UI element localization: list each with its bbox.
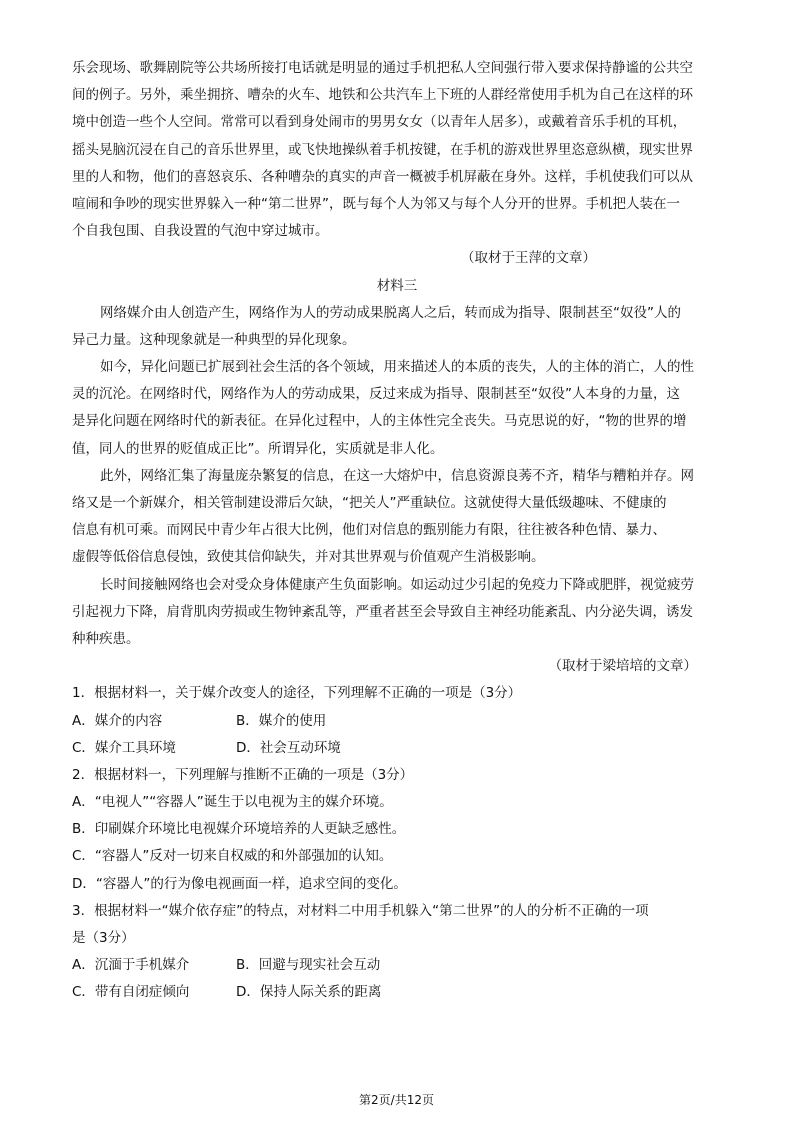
question-stem: 2．根据材料一，下列理解与推断不正确的一项是（3分） — [72, 766, 414, 783]
text-line: 如今，异化问题已扩展到社会生活的各个领域，用来描述人的本质的丧失，人的主体的消亡，人的性 — [100, 359, 694, 376]
source-citation-liang-peipei: （取材于梁培培的文章） — [548, 658, 697, 675]
question-stem-continued: 是（3分） — [72, 930, 135, 946]
paragraph-alienation-expansion — [72, 354, 722, 463]
text-line: 种种疾患。 — [72, 630, 140, 647]
text-line: 信息有机可乘。而网民中青少年占很大比例，他们对信息的甄别能力有限，往往被各种色情、暴力、 — [72, 522, 666, 539]
text-line: 引起视力下降，肩背肌肉劳损或生物钟紊乱等，严重者甚至会导致自主神经功能紊乱、内分泌失调，诱发 — [72, 603, 693, 620]
text-line: 此外，网络汇集了海量庞杂繁复的信息，在这一大熔炉中，信息资源良莠不齐，精华与糟粕并存。网 — [100, 467, 694, 484]
source-citation-wang-ping: （取材于王萍的文章） — [461, 250, 596, 267]
paragraph-information-overload — [72, 463, 722, 572]
text-line: 是异化问题在网络时代的新表征。在异化过程中，人的主体性完全丧失。马克思说的好，“物的世界的增 — [72, 413, 687, 430]
paragraph-health-effects — [72, 572, 722, 654]
text-line: 值，同人的世界的贬值成正比”。所谓异化，实质就是非人化。 — [72, 440, 444, 457]
question-stem: 3．根据材料一“媒介依存症”的特点，对材料二中用手机躲入“第二世界”的人的分析不正确的一项 — [72, 902, 649, 919]
text-line: 喧闹和争吵的现实世界躲入一种“第二世界”，既与每个人为邻又与每个人分开的世界。手机把人装在一 — [72, 195, 680, 212]
option-a: A．沉湎于手机媒介 — [72, 957, 190, 974]
question-1 — [72, 680, 722, 762]
question-stem: 1．根据材料一，关于媒介改变人的途径，下列理解不正确的一项是（3分） — [72, 685, 522, 702]
option-a: A．媒介的内容 — [72, 712, 163, 729]
option-b: B．回避与现实社会互动 — [236, 957, 381, 974]
option-b: B．印刷媒介环境比电视媒介环境培养的人更缺乏感性。 — [72, 821, 406, 838]
option-row — [72, 979, 722, 1006]
option-b: B．媒介的使用 — [236, 712, 327, 729]
option-a: A．“电视人”“容器人”诞生于以电视为主的媒介环境。 — [72, 794, 393, 811]
text-line: 里的人和物，他们的喜怒哀乐、各种嘈杂的真实的声音一概被手机屏蔽在身外。这样，手机使我们可以从 — [72, 168, 693, 185]
text-line: 网络媒介由人创造产生，网络作为人的劳动成果脱离人之后，转而成为指导、限制甚至“奴役”人的 — [100, 304, 681, 321]
paragraph-alienation-intro — [72, 300, 722, 354]
text-line: 间的例子。另外，乘坐拥挤、嘈杂的火车、地铁和公共汽车上下班的人群经常使用手机为自己在这样的环 — [72, 87, 693, 104]
text-line: 个自我包围、自我设置的气泡中穿过城市。 — [72, 223, 329, 240]
text-line: 摇头晃脑沉浸在自己的音乐世界里，或飞快地操纵着手机按键，在手机的游戏世界里恣意纵横，现实世界 — [72, 141, 693, 158]
option-d: D．社会互动环境 — [236, 739, 341, 756]
text-line: 灵的沉沦。在网络时代，网络作为人的劳动成果，反过来成为指导、限制甚至“奴役”人本身的力量，这 — [72, 386, 680, 403]
option-c: C．“容器人”反对一切来自权威的和外部强加的认知。 — [72, 848, 393, 865]
page-number: 第2页/共12页 — [359, 1093, 434, 1107]
text-line: 络又是一个新媒介，相关管制建设滞后欠缺，“把关人”严重缺位。这就使得大量低级趣味、不健康的 — [72, 495, 667, 511]
text-line: 长时间接触网络也会对受众身体健康产生负面影响。如运动过少引起的免疫力下降或肥胖，视觉疲劳 — [100, 576, 694, 593]
option-c: C．带有自闭症倾向 — [72, 984, 190, 1001]
option-c: C．媒介工具环境 — [72, 739, 176, 756]
text-line: 境中创造一些个人空间。常常可以看到身处闹市的男男女女（以青年人居多），或戴着音乐手机的耳机， — [72, 114, 687, 131]
question-3 — [72, 898, 722, 1007]
option-row — [72, 952, 722, 979]
option-row — [72, 708, 722, 735]
option-d: D．“容器人”的行为像电视画面一样，追求空间的变化。 — [72, 875, 407, 892]
option-d: D．保持人际关系的距离 — [236, 984, 382, 1001]
text-line: 乐会现场、歌舞剧院等公共场所接打电话就是明显的通过手机把私人空间强行带入要求保持静谧的公共空 — [72, 60, 693, 76]
text-line: 虚假等低俗信息侵蚀，致使其信仰缺失，并对其世界观与价值观产生消极影响。 — [72, 549, 545, 566]
text-line: 异己力量。这种现象就是一种典型的异化现象。 — [72, 331, 356, 348]
question-2 — [72, 762, 722, 898]
document-page — [72, 55, 722, 1007]
option-row — [72, 735, 722, 762]
paragraph-material-two-end — [72, 55, 722, 245]
section-heading-material-three: 材料三 — [376, 277, 418, 294]
